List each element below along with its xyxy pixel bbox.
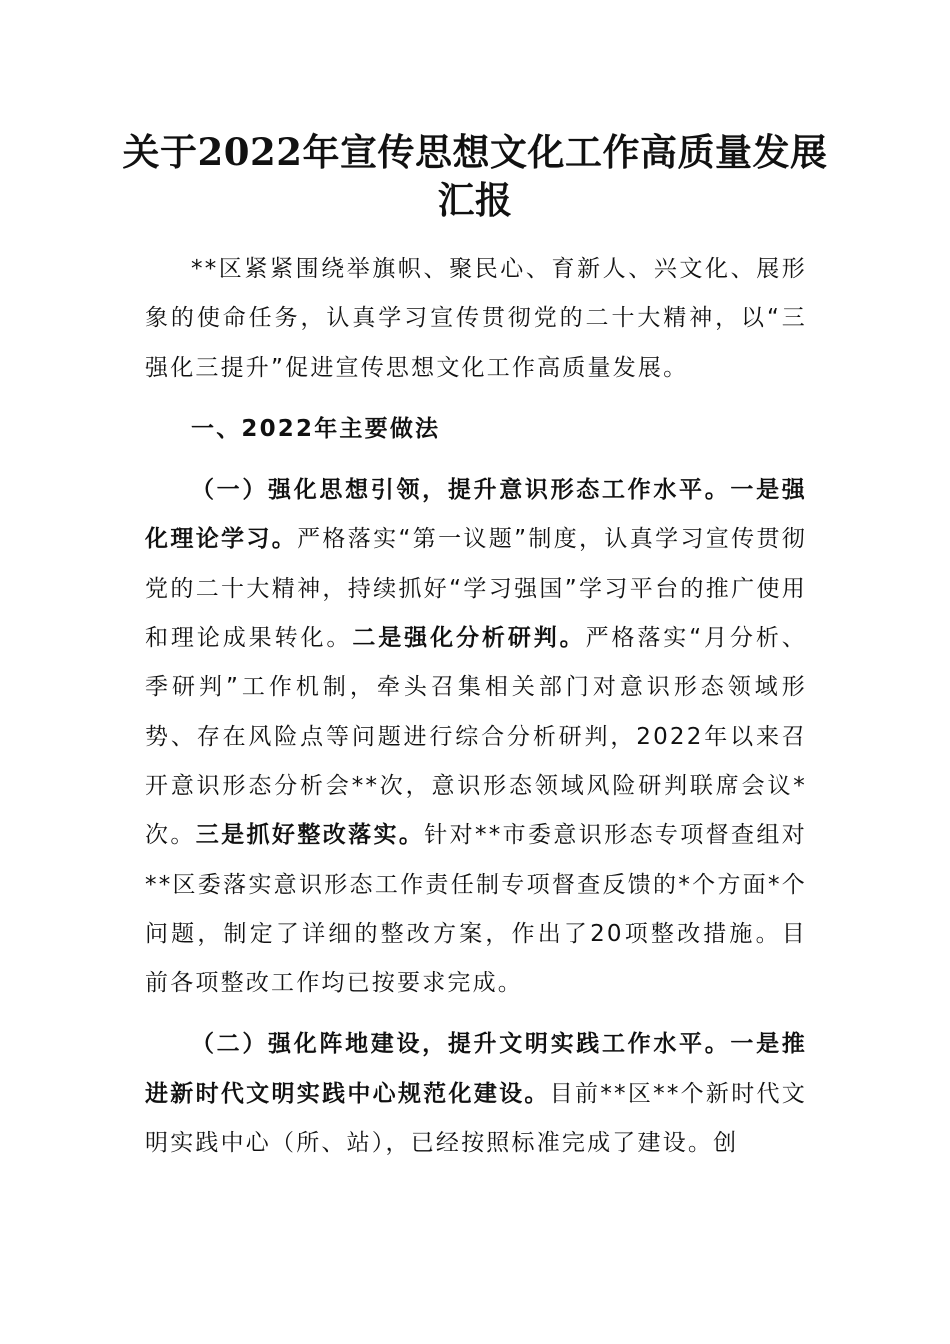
document-title xyxy=(120,128,830,224)
document-body xyxy=(145,245,807,1168)
subsection-2-point-1-label: 一是推进新时代文明实践中心规范化建设。 xyxy=(145,1031,807,1107)
paragraph-gap xyxy=(145,1008,807,1020)
subsection-2-point-1-text: 目前**区**个新时代文明实践中心（所、站），已经按照标准完成了建设。创 xyxy=(145,1080,807,1157)
subsection-1-point-3-text: 针对**市委意识形态专项督查组对**区委落实意识形态工作责任制专项督查反馈的*个方面*个问题，制定了详细的整改方案，作出了20项整改措施。目前各项整改工作均已按要求完成。 xyxy=(145,822,807,997)
subsection-1-point-1-label: 一是强化理论学习。 xyxy=(145,477,807,553)
subsection-1-point-1-text: 严格落实“第一议题”制度，认真学习宣传贯彻党的二十大精神，持续抓好“学习强国”学习平台的推广使用和理论成果转化。 xyxy=(145,526,808,652)
subsection-2-paragraph xyxy=(145,1020,807,1168)
subsection-1-point-2-text: 严格落实“月分析、季研判”工作机制，牵头召集相关部门对意识形态领域形势、存在风险点等问题进行综合分析研判，2022年以来召开意识形态分析会**次，意识形态领域风险研判联席会议*次。 xyxy=(145,625,807,849)
subsection-1-heading: （一）强化思想引领，提升意识形态工作水平。 xyxy=(191,477,731,504)
subsection-2-heading: （二）强化阵地建设，提升文明实践工作水平。 xyxy=(191,1031,731,1058)
subsection-1-paragraph xyxy=(145,466,807,1008)
subsection-1-point-2-label: 二是强化分析研判。 xyxy=(352,625,586,652)
title-line-1: 关于2022年宣传思想文化工作高质量发展 xyxy=(122,130,828,174)
title-line-2: 汇报 xyxy=(437,178,513,222)
subsection-1-point-3-label: 三是抓好整改落实。 xyxy=(195,822,425,849)
section-heading-1: 一、2022年主要做法 xyxy=(191,415,441,442)
intro-paragraph: **区紧紧围绕举旗帜、聚民心、育新人、兴文化、展形象的使命任务，认真学习宣传贯彻党的二十大精神，以“三强化三提升”促进宣传思想文化工作高质量发展。 xyxy=(145,256,807,381)
